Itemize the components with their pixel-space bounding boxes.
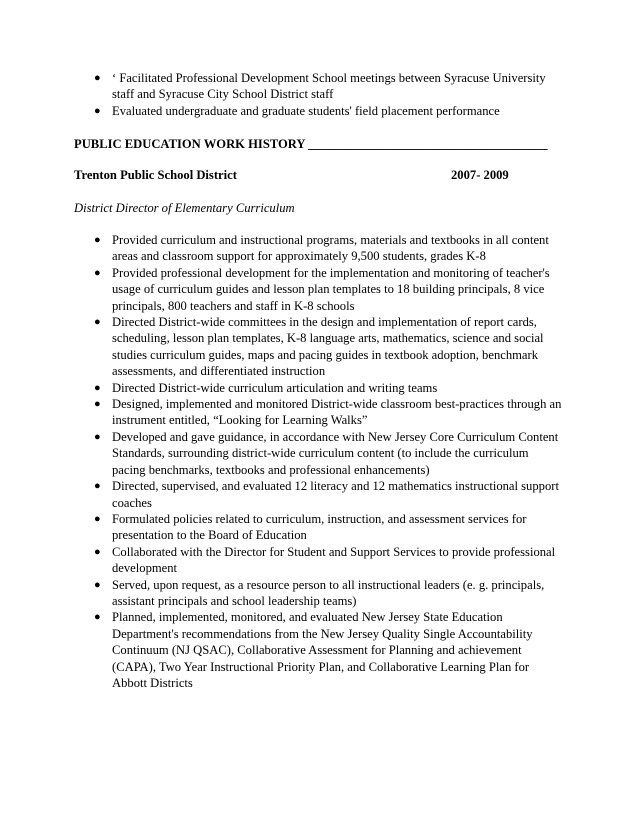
list-item bbox=[94, 478, 564, 511]
bullet-text: Collaborated with the Director for Student and Support Services to provide professional development bbox=[112, 544, 556, 576]
bullet-text: Evaluated undergraduate and graduate students' field placement performance bbox=[112, 103, 500, 118]
list-item bbox=[94, 609, 564, 691]
list-item bbox=[94, 380, 564, 396]
bullet-icon: ● bbox=[94, 381, 101, 394]
bullet-text: Directed, supervised, and evaluated 12 literacy and 12 mathematics instructional support coaches bbox=[112, 479, 559, 510]
list-item bbox=[94, 314, 564, 380]
list-item bbox=[94, 265, 564, 314]
bullet-icon: ● bbox=[94, 234, 101, 246]
bullet-text: Designed, implemented and monitored District-wide classroom best-practices through an instrument entitled, “Looking for Learning Walks” bbox=[112, 397, 562, 428]
bullet-text: Developed and gave guidance, in accordance with New Jersey Core Curriculum Content Standards, surrounding district-wide curriculum content (to include the curriculum pacing benchmarks, textbooks and professional enhancements) bbox=[112, 429, 559, 477]
list-item bbox=[94, 429, 564, 478]
employment-dates: 2007- 2009 bbox=[451, 168, 509, 182]
bullet-text: Served, upon request, as a resource person to all instructional leaders (e. g. principals, assistant principals and school leadership teams) bbox=[112, 577, 545, 608]
employer-name: Trenton Public School District bbox=[74, 168, 237, 182]
bullet-text: Directed District-wide curriculum articulation and writing teams bbox=[112, 380, 438, 395]
bullet-icon: ● bbox=[94, 430, 101, 443]
bullet-icon: ● bbox=[94, 266, 101, 279]
bullet-text: Formulated policies related to curriculum, instruction, and assessment services for presentation to the Board of Education bbox=[112, 511, 527, 543]
bullet-icon: ● bbox=[94, 398, 101, 411]
section-heading: PUBLIC EDUCATION WORK HISTORY ______________________________________ bbox=[74, 137, 548, 151]
previous-role-bullets bbox=[94, 70, 564, 119]
bullet-icon: ● bbox=[94, 512, 101, 525]
list-item bbox=[94, 232, 564, 265]
list-item bbox=[94, 577, 564, 610]
job-title: District Director of Elementary Curriculum bbox=[74, 201, 295, 215]
list-item bbox=[94, 511, 564, 544]
bullet-icon: ● bbox=[94, 104, 101, 117]
bullet-text: Provided professional development for the implementation and monitoring of teacher's usage of curriculum guides and lesson plan templates to 18 building principals, 8 vice principals, 800 teachers and staff in K-8 schools bbox=[112, 265, 550, 313]
bullet-icon: ● bbox=[94, 316, 101, 329]
list-item bbox=[94, 70, 564, 103]
bullet-icon: ● bbox=[94, 611, 101, 624]
bullet-text: ‘ Facilitated Professional Development School meetings between Syracuse University staff and Syracuse City School District staff bbox=[112, 71, 546, 102]
bullet-text: Planned, implemented, monitored, and evaluated New Jersey State Education Department's recommendations from the New Jersey Quality Single Accountability Continuum (NJ QSAC), Collaborative Assessment for Planning and achievement (CAPA), Two Year Instructional Priority Plan, and Collaborative Learning Plan for Abbott Districts bbox=[112, 610, 533, 690]
list-item bbox=[94, 396, 564, 429]
bullet-icon: ● bbox=[94, 72, 101, 84]
bullet-text: Directed District-wide committees in the design and implementation of report cards, scheduling, lesson plan templates, K-8 language arts, mathematics, science and social studies curriculum guides, maps and pacing guides in textbook adoption, benchmark assessments, and differentiated instruction bbox=[112, 315, 544, 379]
duties-list bbox=[94, 232, 564, 691]
list-item bbox=[94, 544, 564, 577]
list-item bbox=[94, 103, 564, 119]
bullet-icon: ● bbox=[94, 480, 101, 493]
bullet-icon: ● bbox=[94, 545, 101, 558]
bullet-text: Provided curriculum and instructional programs, materials and textbooks in all content areas and classroom support for approximately 9,500 students, grades K-8 bbox=[112, 233, 549, 264]
bullet-icon: ● bbox=[94, 578, 101, 591]
